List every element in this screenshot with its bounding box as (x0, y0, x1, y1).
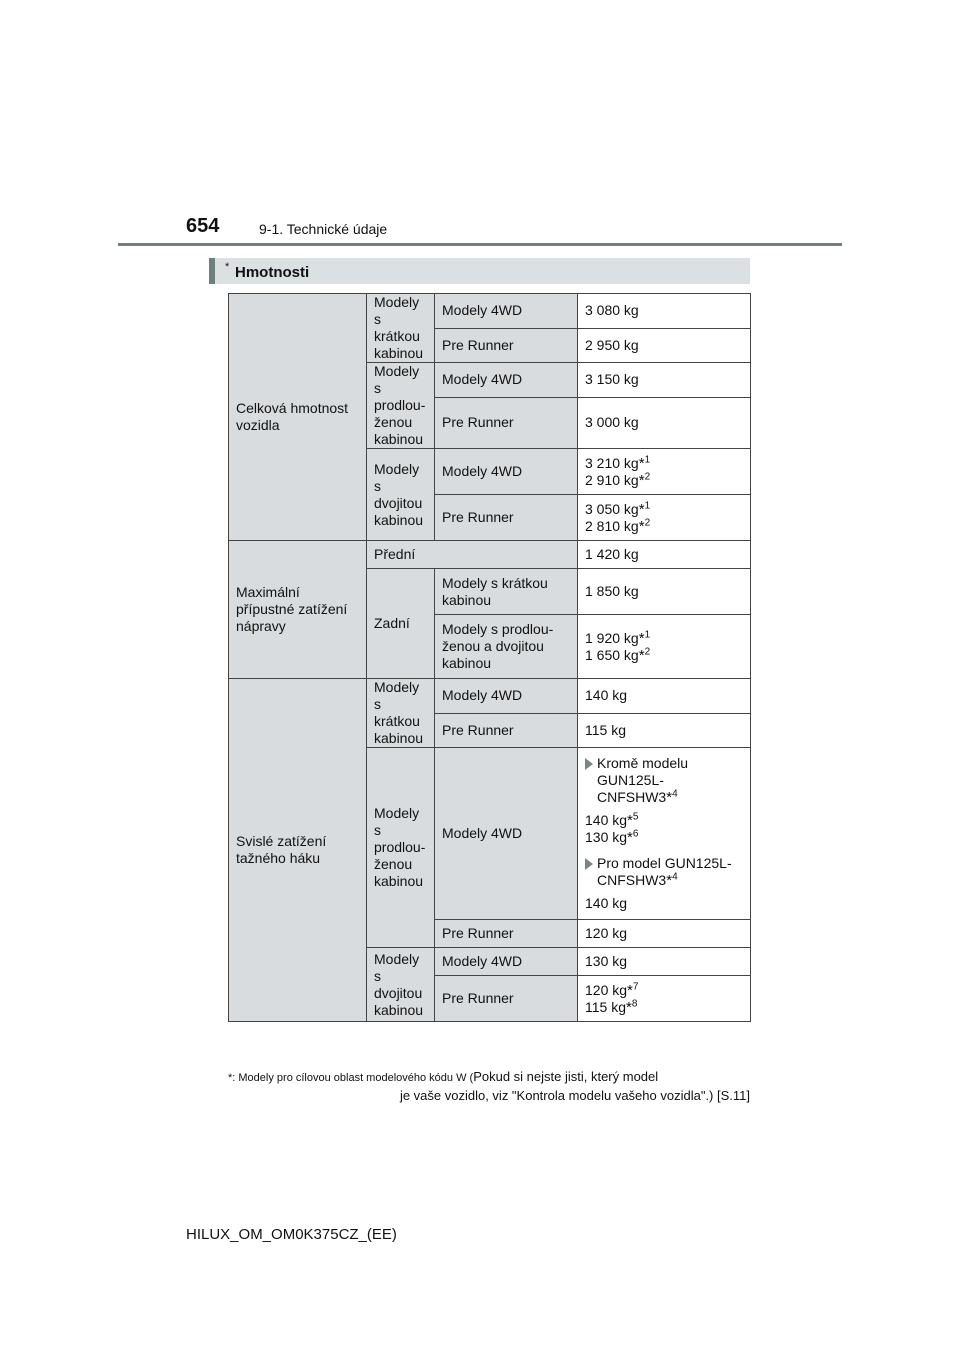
tow-hook-label: Svislé zatížení tažného háku (229, 679, 367, 1022)
value-cell: 1 920 kg*$^1$ 1 650 kg*$^2$ (578, 615, 751, 679)
document-code: HILUX_OM_OM0K375CZ_(EE) (186, 1226, 397, 1243)
triangle-bullet-icon (585, 758, 593, 770)
model-cell: Modely 4WD (435, 363, 578, 398)
footnote-ref: 1 (644, 628, 651, 640)
long-cab-label: Modely s prodlou- ženou kabinou (367, 363, 435, 449)
short-cab-label: Modely s krátkou kabinou (367, 294, 435, 363)
section-title: 9-1. Technické údaje (259, 221, 388, 237)
footnote-ref: 1 (644, 499, 651, 511)
table-row (229, 541, 751, 569)
front-axle-label: Přední (367, 541, 578, 569)
value-text: 2 810 kg (585, 517, 639, 534)
value-cell: 3 150 kg (578, 363, 751, 398)
model-cell: Modely 4WD (435, 294, 578, 329)
value-cell: 3 080 kg (578, 294, 751, 329)
footnote-ref: 6 (632, 828, 639, 840)
table-row (229, 294, 751, 329)
model-cell: Pre Runner (435, 328, 578, 363)
model-cell: Modely s krátkou kabinou (435, 569, 578, 615)
footnote-ref: 4 (672, 871, 678, 883)
rear-axle-label: Zadní (367, 569, 435, 679)
footnote-ref: 5 (632, 811, 639, 823)
bullet-item: Kromě modelu GUN125L- CNFSHW3*$^4$ (585, 755, 743, 806)
footnote-ref: 2 (644, 470, 651, 482)
weights-table (228, 293, 751, 1022)
model-cell: Modely s prodlou- ženou a dvojitou kabinou (435, 615, 578, 679)
footnote-ref: 8 (631, 997, 638, 1009)
value-cell: 130 kg (578, 948, 751, 976)
footnote-ref: 2 (644, 645, 651, 657)
axle-load-label: Maximální přípustné zatížení nápravy (229, 541, 367, 679)
value-cell: 3 210 kg*$^1$ 2 910 kg*$^2$ (578, 449, 751, 495)
footnote (228, 1068, 750, 1104)
model-cell: Pre Runner (435, 397, 578, 448)
section-heading (209, 258, 750, 284)
value-text: 140 kg (585, 812, 628, 828)
model-cell: Pre Runner (435, 495, 578, 541)
value-cell: 1 850 kg (578, 569, 751, 615)
footnote-ref: 2 (644, 516, 651, 528)
footnote-lead: *: Modely pro cílovou oblast modelového kódu W ( (228, 1072, 474, 1084)
bullet-text: Pro model GUN125L- CNFSHW3 (597, 855, 732, 888)
value-cell: 3 050 kg*$^1$ 2 810 kg*$^2$ (578, 495, 751, 541)
value-text: 130 kg (585, 829, 628, 845)
value-text: 1 920 kg (585, 629, 639, 646)
value-cell: 115 kg (578, 713, 751, 748)
header-rule (118, 243, 842, 246)
value-cell: 120 kg (578, 920, 751, 948)
model-cell: Pre Runner (435, 920, 578, 948)
model-cell: Pre Runner (435, 713, 578, 748)
double-cab-label: Modely s dvojitou kabinou (367, 948, 435, 1022)
value-cell: 1 420 kg (578, 541, 751, 569)
model-cell: Pre Runner (435, 976, 578, 1022)
page-number: 654 (186, 215, 220, 237)
value-text: 115 kg (585, 998, 626, 1015)
model-cell: Modely 4WD (435, 679, 578, 714)
value-cell: Kromě modelu GUN125L- CNFSHW3*$^4$ 140 kg*$^5$ 130 kg*$^6$ Pro model GUN125L- CNFSHW3*$^4$ 140 kg (578, 748, 751, 920)
table-row (229, 679, 751, 714)
value-text: 2 910 kg (585, 471, 639, 488)
footnote-ref: 1 (644, 453, 651, 465)
footnote-ref: 7 (632, 980, 639, 992)
long-cab-label: Modely s prodlou- ženou kabinou (367, 748, 435, 948)
model-cell: Modely 4WD (435, 948, 578, 976)
value-cell: 140 kg (578, 679, 751, 714)
section-heading-marker: * (225, 261, 230, 273)
footnote-line2: je vaše vozidlo, viz "Kontrola modelu vašeho vozidla".) [S.11] (399, 1088, 750, 1103)
model-cell: Modely 4WD (435, 748, 578, 920)
footnote-line1: Pokud si nejste jisti, který model (473, 1069, 659, 1084)
value-text: 3 210 kg (585, 454, 639, 471)
short-cab-label: Modely s krátkou kabinou (367, 679, 435, 748)
model-cell: Modely 4WD (435, 449, 578, 495)
value-text: 140 kg (585, 895, 628, 911)
bullet-item: Pro model GUN125L- CNFSHW3*$^4$ (585, 855, 743, 889)
value-text: 1 650 kg (585, 646, 639, 663)
value-cell: 120 kg*$^7$ 115 kg*$^8$ (578, 976, 751, 1022)
section-heading-text: Hmotnosti (235, 264, 310, 281)
triangle-bullet-icon (585, 858, 593, 870)
total-weight-label: Celková hmotnost vozidla (229, 294, 367, 541)
double-cab-label: Modely s dvojitou kabinou (367, 449, 435, 541)
value-text: 120 kg (585, 981, 628, 998)
bullet-text: Kromě modelu GUN125L- CNFSHW3 (597, 755, 689, 805)
footnote-ref: 4 (672, 788, 678, 800)
value-text: 3 050 kg (585, 500, 639, 517)
value-cell: 3 000 kg (578, 397, 751, 448)
value-cell: 2 950 kg (578, 328, 751, 363)
